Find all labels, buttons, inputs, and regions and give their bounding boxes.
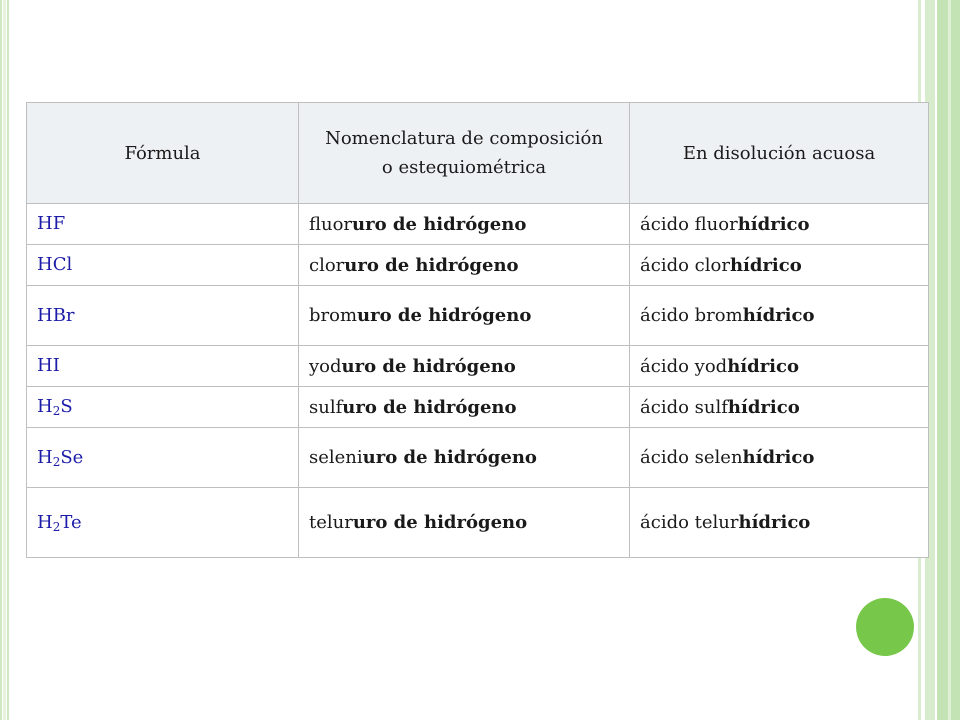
acid-suffix: hídrico (737, 213, 810, 235)
composition-name-cell (299, 286, 630, 346)
nomenclature-table-container (26, 102, 928, 558)
acid-prefix: ácido brom (640, 305, 743, 326)
header-formula: Fórmula (27, 103, 299, 204)
name-root: seleni (309, 447, 363, 468)
composition-name-cell (299, 428, 630, 488)
acid-prefix: ácido telur (640, 512, 739, 533)
acid-prefix: ácido fluor (640, 213, 738, 235)
table-row (27, 245, 929, 286)
formula-cell (27, 488, 299, 558)
formula-cell (27, 346, 299, 387)
formula-base: HBr (37, 304, 75, 326)
table-row (27, 428, 929, 488)
name-suffix: uro de hidrógeno (342, 396, 517, 418)
table-row (27, 286, 929, 346)
name-suffix: uro de hidrógeno (352, 512, 528, 533)
acid-suffix: hídrico (729, 254, 802, 276)
acid-suffix: hídrico (742, 447, 815, 468)
header-composition-nomenclature: Nomenclatura de composición o estequiométrica (299, 103, 630, 204)
name-suffix: uro de hidrógeno (357, 305, 532, 326)
name-root: clor (309, 254, 345, 276)
aqueous-name-cell (630, 387, 929, 428)
formula-tail: Te (60, 511, 82, 533)
name-suffix: uro de hidrógeno (352, 213, 527, 235)
name-suffix: uro de hidrógeno (362, 447, 537, 468)
name-root: fluor (309, 213, 353, 235)
acid-suffix: hídrico (727, 396, 800, 418)
acid-prefix: ácido sulf (640, 396, 728, 418)
aqueous-name-cell (630, 488, 929, 558)
formula-subscript: 2 (52, 519, 61, 534)
formula-tail: S (60, 396, 73, 417)
acid-prefix: ácido selen (640, 447, 743, 468)
name-suffix: uro de hidrógeno (344, 254, 519, 276)
table-row (27, 488, 929, 558)
nomenclature-table (26, 102, 929, 558)
header-aqueous-solution: En disolución acuosa (630, 103, 929, 204)
acid-suffix: hídrico (738, 512, 811, 533)
green-circle-decoration (856, 598, 914, 656)
formula-base: HCl (37, 254, 73, 275)
acid-suffix: hídrico (727, 355, 799, 377)
composition-name-cell (299, 387, 630, 428)
composition-name-cell (299, 346, 630, 387)
aqueous-name-cell (630, 286, 929, 346)
formula-base: HF (37, 213, 66, 234)
name-root: brom (309, 305, 358, 326)
aqueous-name-cell (630, 428, 929, 488)
table-row (27, 346, 929, 387)
acid-prefix: ácido clor (640, 254, 730, 276)
formula-base: H (37, 446, 53, 468)
composition-name-cell (299, 245, 630, 286)
formula-base: H (37, 396, 53, 417)
acid-prefix: ácido yod (640, 355, 728, 377)
name-root: sulf (309, 396, 343, 418)
aqueous-name-cell (630, 346, 929, 387)
name-root: yod (309, 355, 342, 377)
formula-subscript: 2 (52, 404, 61, 418)
name-suffix: uro de hidrógeno (341, 355, 516, 377)
table-row (27, 204, 929, 245)
formula-cell (27, 387, 299, 428)
name-root: telur (309, 512, 353, 533)
composition-name-cell (299, 488, 630, 558)
formula-tail: Se (60, 446, 84, 468)
slide-right-border-highlight (948, 0, 951, 720)
table-row (27, 387, 929, 428)
formula-cell (27, 204, 299, 245)
table-header-row (27, 103, 929, 204)
formula-cell (27, 428, 299, 488)
formula-base: HI (37, 355, 60, 376)
formula-cell (27, 286, 299, 346)
slide-left-border-inner (3, 0, 6, 720)
formula-cell (27, 245, 299, 286)
aqueous-name-cell (630, 204, 929, 245)
composition-name-cell (299, 204, 630, 245)
acid-suffix: hídrico (742, 305, 815, 326)
formula-subscript: 2 (52, 454, 61, 469)
formula-base: H (37, 511, 53, 533)
aqueous-name-cell (630, 245, 929, 286)
